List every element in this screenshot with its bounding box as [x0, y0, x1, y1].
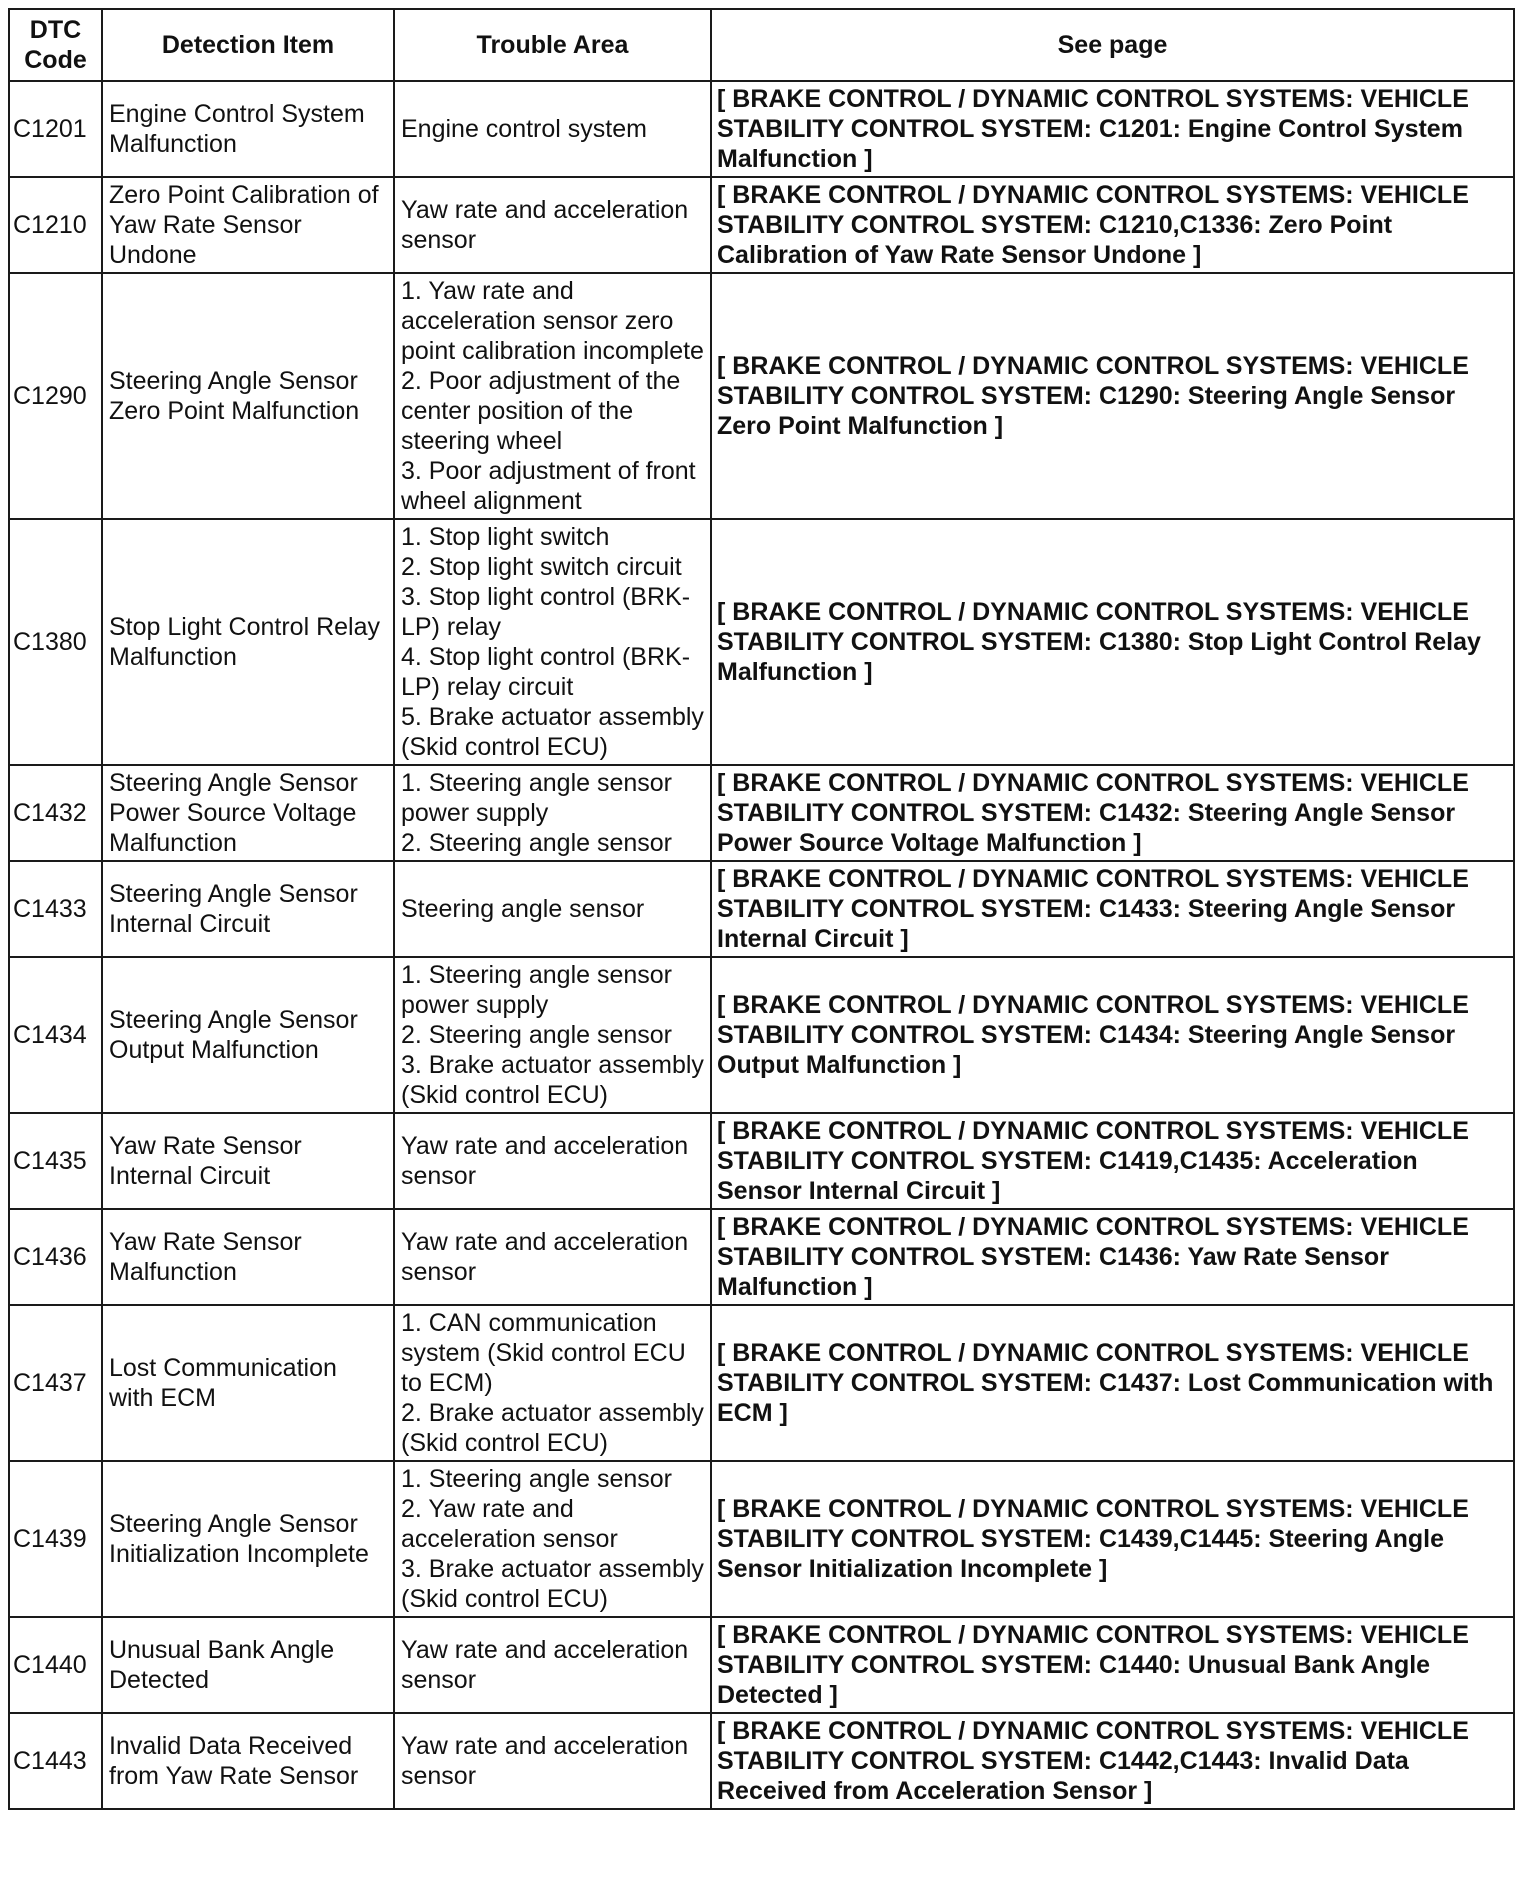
trouble-area-item: 1. Stop light switch	[401, 523, 610, 551]
detection-item-cell: Stop Light Control Relay Malfunction	[102, 519, 394, 765]
dtc-code-cell: C1443	[9, 1713, 102, 1809]
detection-item-cell: Invalid Data Received from Yaw Rate Sensor	[102, 1713, 394, 1809]
detection-item-cell: Steering Angle Sensor Output Malfunction	[102, 957, 394, 1113]
dtc-code-cell: C1434	[9, 957, 102, 1113]
trouble-area-item: 1. Steering angle sensor power supply	[401, 769, 673, 827]
table-row	[9, 1461, 1514, 1617]
table-row	[9, 861, 1514, 957]
trouble-area-item: 5. Brake actuator assembly (Skid control ECU)	[401, 703, 704, 761]
header-see-page: See page	[711, 9, 1514, 81]
dtc-code-cell: C1290	[9, 273, 102, 519]
trouble-area-item: Yaw rate and acceleration sensor	[401, 1636, 689, 1694]
trouble-area-cell	[394, 1209, 711, 1305]
dtc-code-cell: C1210	[9, 177, 102, 273]
trouble-area-cell	[394, 519, 711, 765]
dtc-code-cell: C1380	[9, 519, 102, 765]
detection-item-cell: Lost Communication with ECM	[102, 1305, 394, 1461]
trouble-area-item: 3. Brake actuator assembly (Skid control ECU)	[401, 1051, 704, 1109]
trouble-area-item: 4. Stop light control (BRK-LP) relay circuit	[401, 643, 691, 701]
see-page-reference: [ BRAKE CONTROL / DYNAMIC CONTROL SYSTEMS: VEHICLE STABILITY CONTROL SYSTEM: C1436: Yaw Rate Sensor Malfunction ]	[711, 1209, 1514, 1305]
table-row	[9, 519, 1514, 765]
dtc-code-cell: C1437	[9, 1305, 102, 1461]
trouble-area-item: 3. Brake actuator assembly (Skid control ECU)	[401, 1555, 704, 1613]
trouble-area-cell	[394, 1617, 711, 1713]
trouble-area-item: Yaw rate and acceleration sensor	[401, 1132, 689, 1190]
table-row	[9, 957, 1514, 1113]
detection-item-cell: Unusual Bank Angle Detected	[102, 1617, 394, 1713]
see-page-reference: [ BRAKE CONTROL / DYNAMIC CONTROL SYSTEMS: VEHICLE STABILITY CONTROL SYSTEM: C1290: Steering Angle Sensor Zero Point Malfunction ]	[711, 273, 1514, 519]
see-page-reference: [ BRAKE CONTROL / DYNAMIC CONTROL SYSTEMS: VEHICLE STABILITY CONTROL SYSTEM: C1210,C1336: Zero Point Calibration of Yaw Rate Sensor Undone ]	[711, 177, 1514, 273]
trouble-area-item: 2. Poor adjustment of the center position of the steering wheel	[401, 367, 681, 455]
trouble-area-cell	[394, 177, 711, 273]
dtc-code-cell: C1440	[9, 1617, 102, 1713]
trouble-area-item: 3. Poor adjustment of front wheel alignment	[401, 457, 696, 515]
dtc-code-cell: C1433	[9, 861, 102, 957]
dtc-code-cell: C1439	[9, 1461, 102, 1617]
see-page-reference: [ BRAKE CONTROL / DYNAMIC CONTROL SYSTEMS: VEHICLE STABILITY CONTROL SYSTEM: C1432: Steering Angle Sensor Power Source Voltage Malfunction ]	[711, 765, 1514, 861]
trouble-area-cell	[394, 765, 711, 861]
dtc-code-cell: C1201	[9, 81, 102, 177]
trouble-area-item: 1. Yaw rate and acceleration sensor zero point calibration incomplete	[401, 277, 704, 365]
trouble-area-item: 1. Steering angle sensor power supply	[401, 961, 673, 1019]
trouble-area-item: Yaw rate and acceleration sensor	[401, 1228, 689, 1286]
trouble-area-item: 2. Yaw rate and acceleration sensor	[401, 1495, 618, 1553]
trouble-area-item: 2. Steering angle sensor	[401, 1021, 673, 1049]
table-row	[9, 1713, 1514, 1809]
trouble-area-cell	[394, 81, 711, 177]
trouble-area-item: 2. Brake actuator assembly (Skid control ECU)	[401, 1399, 704, 1457]
detection-item-cell: Yaw Rate Sensor Internal Circuit	[102, 1113, 394, 1209]
trouble-area-cell	[394, 273, 711, 519]
trouble-area-item: 1. Steering angle sensor	[401, 1465, 673, 1493]
trouble-area-item: 2. Steering angle sensor	[401, 829, 673, 857]
table-row	[9, 177, 1514, 273]
table-row	[9, 81, 1514, 177]
see-page-reference: [ BRAKE CONTROL / DYNAMIC CONTROL SYSTEMS: VEHICLE STABILITY CONTROL SYSTEM: C1380: Stop Light Control Relay Malfunction ]	[711, 519, 1514, 765]
table-row	[9, 1113, 1514, 1209]
table-row	[9, 1209, 1514, 1305]
table-row	[9, 273, 1514, 519]
detection-item-cell: Engine Control System Malfunction	[102, 81, 394, 177]
trouble-area-item: 1. CAN communication system (Skid control ECU to ECM)	[401, 1309, 686, 1397]
detection-item-cell: Steering Angle Sensor Initialization Incomplete	[102, 1461, 394, 1617]
table-body	[9, 81, 1514, 1809]
trouble-area-item: 3. Stop light control (BRK-LP) relay	[401, 583, 691, 641]
header-dtc-code: DTC Code	[9, 9, 102, 81]
trouble-area-cell	[394, 1305, 711, 1461]
header-detection-item: Detection Item	[102, 9, 394, 81]
trouble-area-cell	[394, 861, 711, 957]
dtc-code-cell: C1432	[9, 765, 102, 861]
see-page-reference: [ BRAKE CONTROL / DYNAMIC CONTROL SYSTEMS: VEHICLE STABILITY CONTROL SYSTEM: C1433: Steering Angle Sensor Internal Circuit ]	[711, 861, 1514, 957]
see-page-reference: [ BRAKE CONTROL / DYNAMIC CONTROL SYSTEMS: VEHICLE STABILITY CONTROL SYSTEM: C1440: Unusual Bank Angle Detected ]	[711, 1617, 1514, 1713]
detection-item-cell: Zero Point Calibration of Yaw Rate Sensor Undone	[102, 177, 394, 273]
table-row	[9, 1305, 1514, 1461]
trouble-area-item: Steering angle sensor	[401, 895, 645, 923]
see-page-reference: [ BRAKE CONTROL / DYNAMIC CONTROL SYSTEMS: VEHICLE STABILITY CONTROL SYSTEM: C1439,C1445: Steering Angle Sensor Initialization Incomplete ]	[711, 1461, 1514, 1617]
table-row	[9, 1617, 1514, 1713]
see-page-reference: [ BRAKE CONTROL / DYNAMIC CONTROL SYSTEMS: VEHICLE STABILITY CONTROL SYSTEM: C1434: Steering Angle Sensor Output Malfunction ]	[711, 957, 1514, 1113]
detection-item-cell: Steering Angle Sensor Power Source Voltage Malfunction	[102, 765, 394, 861]
trouble-area-cell	[394, 1713, 711, 1809]
trouble-area-cell	[394, 1113, 711, 1209]
trouble-area-item: Yaw rate and acceleration sensor	[401, 1732, 689, 1790]
see-page-reference: [ BRAKE CONTROL / DYNAMIC CONTROL SYSTEMS: VEHICLE STABILITY CONTROL SYSTEM: C1442,C1443: Invalid Data Received from Acceleration Sensor ]	[711, 1713, 1514, 1809]
see-page-reference: [ BRAKE CONTROL / DYNAMIC CONTROL SYSTEMS: VEHICLE STABILITY CONTROL SYSTEM: C1419,C1435: Acceleration Sensor Internal Circuit ]	[711, 1113, 1514, 1209]
trouble-area-item: Yaw rate and acceleration sensor	[401, 196, 689, 254]
detection-item-cell: Steering Angle Sensor Internal Circuit	[102, 861, 394, 957]
see-page-reference: [ BRAKE CONTROL / DYNAMIC CONTROL SYSTEMS: VEHICLE STABILITY CONTROL SYSTEM: C1201: Engine Control System Malfunction ]	[711, 81, 1514, 177]
table-row	[9, 765, 1514, 861]
dtc-code-cell: C1436	[9, 1209, 102, 1305]
detection-item-cell: Yaw Rate Sensor Malfunction	[102, 1209, 394, 1305]
header-trouble-area: Trouble Area	[394, 9, 711, 81]
trouble-area-cell	[394, 1461, 711, 1617]
trouble-area-item: Engine control system	[401, 115, 647, 143]
trouble-area-item: 2. Stop light switch circuit	[401, 553, 682, 581]
trouble-area-cell	[394, 957, 711, 1113]
detection-item-cell: Steering Angle Sensor Zero Point Malfunction	[102, 273, 394, 519]
see-page-reference: [ BRAKE CONTROL / DYNAMIC CONTROL SYSTEMS: VEHICLE STABILITY CONTROL SYSTEM: C1437: Lost Communication with ECM ]	[711, 1305, 1514, 1461]
dtc-table	[8, 8, 1515, 1810]
header-row	[9, 9, 1514, 81]
table-header	[9, 9, 1514, 81]
dtc-code-cell: C1435	[9, 1113, 102, 1209]
